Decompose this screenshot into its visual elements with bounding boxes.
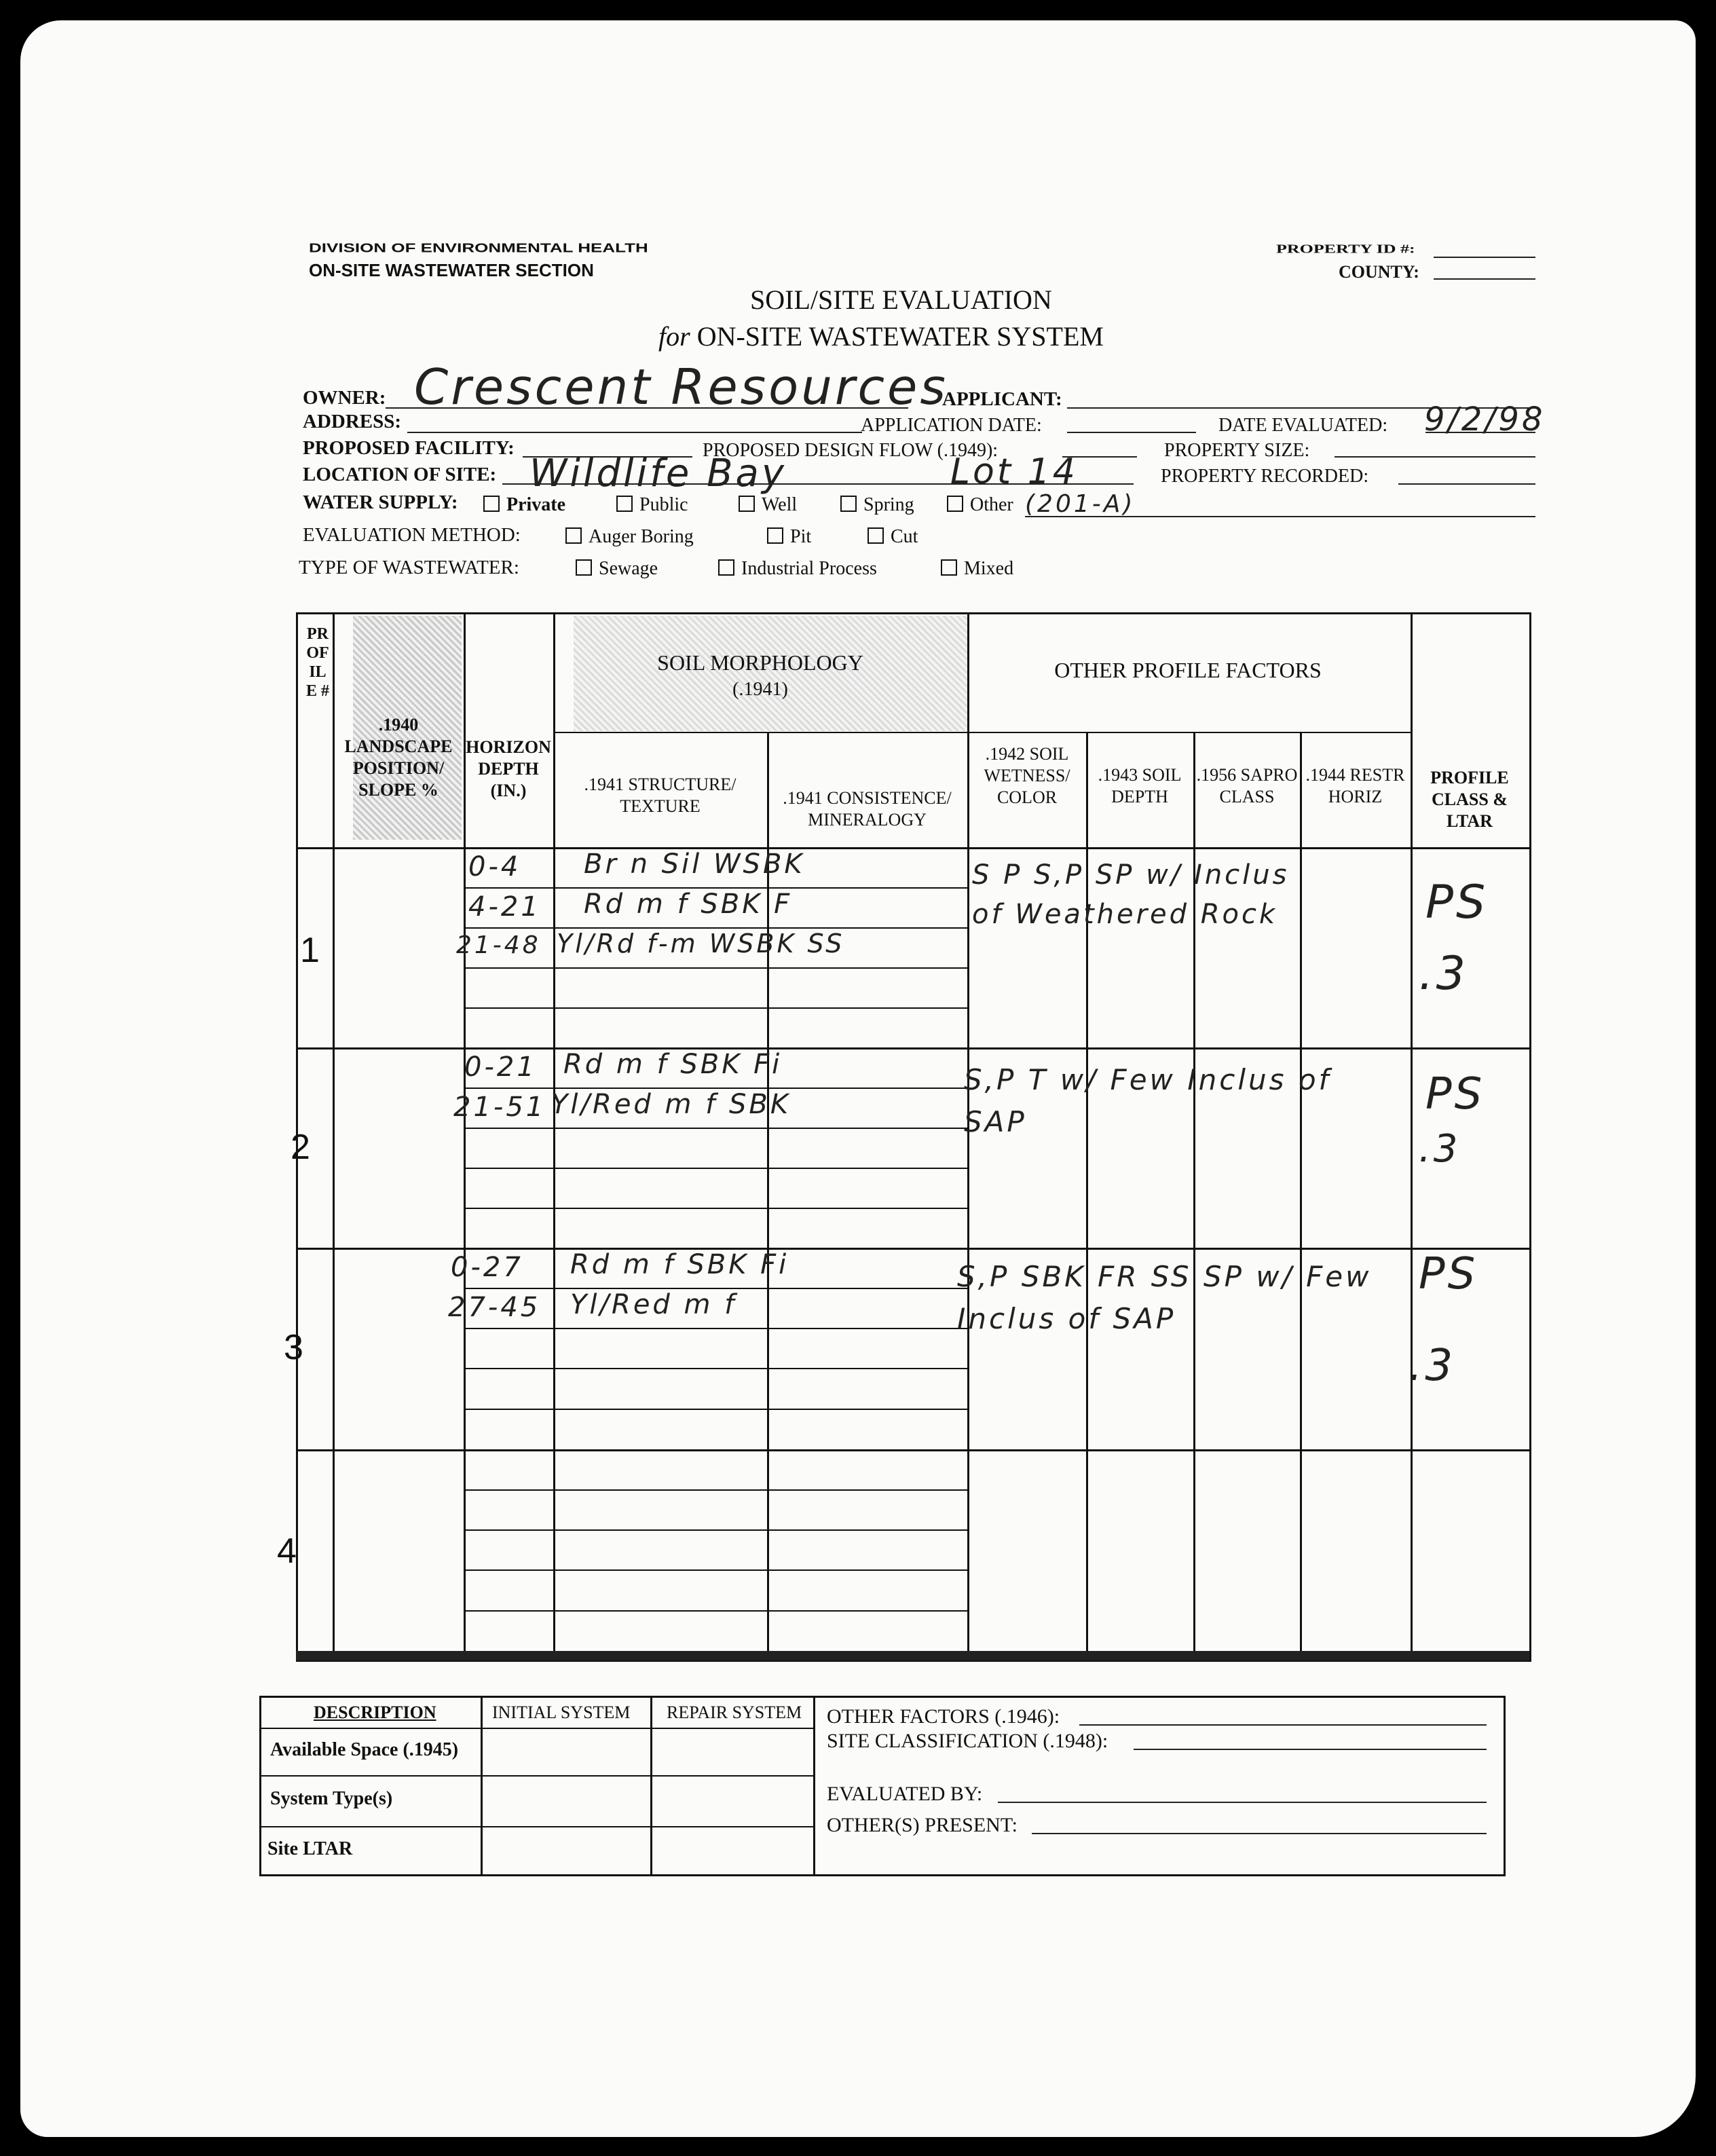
wetness-entry[interactable]: S P S,P SP w/ Inclus of Weathered Rock	[972, 859, 1290, 930]
profile-class[interactable]: PS	[1419, 1249, 1478, 1299]
sub-row-line	[464, 1168, 967, 1169]
site-ltar-label: Site LTAR	[267, 1838, 353, 1859]
horizon-depth[interactable]: 21-51	[453, 1092, 546, 1123]
water-other-option[interactable]: Other	[947, 494, 1013, 516]
horizon-depth[interactable]: 21-48	[456, 931, 541, 959]
sub-row-line	[464, 1128, 967, 1129]
water-private-option[interactable]: Private	[483, 494, 565, 516]
date-evaluated-value[interactable]: 9/2/98	[1424, 401, 1546, 439]
col-divider	[481, 1696, 483, 1874]
profile-ltar[interactable]: .3	[1409, 1341, 1456, 1391]
col-divider	[650, 1696, 652, 1874]
structure-entry[interactable]: Yl/Rd f-m WSBK SS	[557, 929, 845, 959]
consistence-col-header: .1941 CONSISTENCE/ MINERALOGY	[783, 788, 952, 830]
col-divider	[553, 612, 555, 1658]
depth-col-header: .1943 SOIL DEPTH	[1098, 765, 1182, 806]
initial-system-header: INITIAL SYSTEM	[492, 1703, 631, 1722]
header-bottom	[296, 847, 1529, 849]
evaluated-by-line	[998, 1802, 1487, 1803]
water-public-option[interactable]: Public	[616, 494, 688, 516]
landscape-col-header: .1940 LANDSCAPE POSITION/ SLOPE %	[344, 715, 453, 800]
site-classification-label: SITE CLASSIFICATION (.1948):	[827, 1730, 1108, 1752]
horizon-col-header: HORIZON DEPTH (IN.)	[466, 737, 551, 800]
sub-row-line	[464, 1569, 967, 1571]
checkbox[interactable]	[483, 496, 500, 512]
soil-morphology-header: SOIL MORPHOLOGY	[657, 650, 863, 675]
profile-class[interactable]: PS	[1425, 876, 1489, 929]
water-spring-option[interactable]: Spring	[840, 494, 914, 516]
col-divider	[1300, 732, 1302, 1658]
sub-row-line	[464, 1489, 967, 1491]
structure-entry[interactable]: Rd m f SBK Fi	[563, 1049, 783, 1080]
checkbox[interactable]	[739, 496, 755, 512]
date-evaluated-label: DATE EVALUATED:	[1218, 415, 1388, 436]
wetness-col-header: .1942 SOIL WETNESS/ COLOR	[984, 744, 1070, 807]
horizon-depth[interactable]: 4-21	[468, 891, 541, 923]
checkbox[interactable]	[616, 496, 633, 512]
soil-morphology-code: (.1941)	[732, 679, 788, 700]
checkbox[interactable]	[941, 559, 957, 576]
property-id-line	[1434, 257, 1535, 258]
row-divider	[296, 1449, 1529, 1451]
site-classification-line	[1134, 1749, 1487, 1750]
applicant-label: APPLICANT:	[942, 388, 1062, 410]
water-supply-label: WATER SUPPLY:	[303, 491, 458, 513]
repair-system-header: REPAIR SYSTEM	[667, 1703, 802, 1722]
profile-class[interactable]: PS	[1425, 1069, 1485, 1119]
horizon-depth[interactable]: 0-4	[468, 851, 521, 882]
other-factors-header: OTHER PROFILE FACTORS	[1054, 658, 1322, 682]
structure-col-header: .1941 STRUCTURE/ TEXTURE	[584, 775, 736, 816]
restr-col-header: .1944 RESTR HORIZ	[1305, 765, 1405, 806]
checkbox[interactable]	[840, 496, 857, 512]
wetness-entry[interactable]: S,P SBK FR SS SP w/ Few Inclus of SAP	[957, 1260, 1372, 1335]
horizon-depth[interactable]: 27-45	[448, 1292, 541, 1323]
horizon-depth[interactable]: 0-27	[451, 1252, 523, 1283]
profile-ltar[interactable]: .3	[1419, 947, 1468, 1001]
profile-number: 2	[291, 1128, 310, 1167]
sapro-col-header: .1956 SAPRO CLASS	[1196, 765, 1298, 806]
water-other-value[interactable]: (201-A)	[1025, 490, 1136, 518]
eval-auger-option[interactable]: Auger Boring	[565, 526, 694, 548]
owner-value[interactable]: Crescent Resources	[414, 358, 948, 415]
wetness-entry[interactable]: S,P T w/ Few Inclus of SAP	[964, 1063, 1332, 1138]
summary-row-line	[259, 1826, 813, 1827]
other-factors-label: OTHER FACTORS (.1946):	[827, 1705, 1060, 1728]
checkbox[interactable]	[767, 527, 783, 544]
evaluated-by-label: EVALUATED BY:	[827, 1783, 983, 1805]
sub-row-line	[464, 967, 967, 969]
property-recorded-label: PROPERTY RECORDED:	[1161, 466, 1369, 487]
horizon-depth[interactable]: 0-21	[464, 1052, 537, 1083]
county-label: COUNTY:	[1339, 262, 1419, 282]
col-divider	[333, 612, 335, 1658]
col-divider	[813, 1696, 815, 1874]
profile-col-header: PROFILE #	[305, 625, 329, 700]
section-label: ON-SITE WASTEWATER SECTION	[309, 260, 594, 280]
other-factors-line	[1079, 1724, 1487, 1726]
location-label: LOCATION OF SITE:	[303, 464, 497, 485]
sub-row-line	[464, 1208, 967, 1209]
sub-row-line	[464, 1610, 967, 1612]
property-size-line	[1335, 456, 1535, 458]
structure-entry[interactable]: Br n Sil WSBK	[584, 849, 805, 880]
address-line	[407, 432, 862, 433]
address-label: ADDRESS:	[303, 411, 402, 432]
checkbox[interactable]	[576, 559, 592, 576]
others-present-line	[1032, 1833, 1487, 1834]
proposed-facility-label: PROPOSED FACILITY:	[303, 437, 515, 459]
sub-row-line	[464, 1529, 967, 1531]
profile-number: 1	[300, 931, 320, 970]
water-well-option[interactable]: Well	[739, 494, 797, 516]
wastewater-label: TYPE OF WASTEWATER:	[299, 557, 519, 578]
county-line	[1434, 278, 1535, 280]
checkbox[interactable]	[565, 527, 582, 544]
property-recorded-line	[1398, 483, 1535, 485]
profile-number: 4	[277, 1531, 297, 1571]
division-label: DIVISION OF ENVIRONMENTAL HEALTH	[309, 240, 648, 255]
property-id-label: PROPERTY ID #:	[1276, 242, 1415, 256]
structure-entry[interactable]: Yl/Red m f	[570, 1289, 737, 1320]
description-header: DESCRIPTION	[314, 1703, 436, 1722]
wastewater-industrial-option[interactable]: Industrial Process	[718, 558, 877, 580]
owner-label: OWNER:	[303, 387, 386, 409]
form-subtitle: for ON-SITE WASTEWATER SYSTEM	[658, 321, 1104, 352]
profile-ltar[interactable]: .3	[1419, 1127, 1461, 1171]
structure-entry[interactable]: Rd m f SBK Fi	[570, 1249, 789, 1280]
wastewater-mixed-option[interactable]: Mixed	[941, 558, 1013, 580]
structure-entry[interactable]: Yl/Red m f SBK	[551, 1089, 791, 1120]
lot-value[interactable]: Lot 14	[950, 451, 1078, 492]
summary-row-line	[259, 1728, 813, 1729]
summary-row-line	[259, 1775, 813, 1777]
sub-row-line	[464, 1328, 967, 1329]
checkbox[interactable]	[947, 496, 963, 512]
sub-row-line	[464, 1368, 967, 1369]
eval-pit-option[interactable]: Pit	[767, 526, 811, 548]
eval-cut-option[interactable]: Cut	[868, 526, 918, 548]
row-divider	[296, 1248, 1529, 1250]
profile-number: 3	[284, 1328, 303, 1367]
checkbox[interactable]	[718, 559, 734, 576]
row-divider	[296, 1047, 1529, 1049]
checkbox[interactable]	[868, 527, 884, 544]
available-space-label: Available Space (.1945)	[270, 1739, 459, 1760]
sub-row-line	[464, 1409, 967, 1410]
structure-entry[interactable]: Rd m f SBK F	[584, 889, 793, 920]
header-divider	[553, 732, 1411, 733]
application-date-line	[1067, 432, 1196, 433]
location-value[interactable]: Wildlife Bay	[529, 451, 787, 496]
class-col-header: PROFILE CLASS & LTAR	[1430, 768, 1509, 831]
form-title: SOIL/SITE EVALUATION	[750, 284, 1052, 315]
system-type-label: System Type(s)	[270, 1788, 393, 1809]
table-bottom-bar	[296, 1651, 1529, 1660]
application-date-label: APPLICATION DATE:	[861, 415, 1042, 436]
wastewater-sewage-option[interactable]: Sewage	[576, 558, 658, 580]
design-flow-label: PROPOSED DESIGN FLOW (.1949):	[703, 440, 999, 461]
sub-row-line	[464, 1007, 967, 1009]
eval-method-label: EVALUATION METHOD:	[303, 524, 521, 546]
others-present-label: OTHER(S) PRESENT:	[827, 1814, 1018, 1836]
property-size-label: PROPERTY SIZE:	[1164, 440, 1310, 461]
